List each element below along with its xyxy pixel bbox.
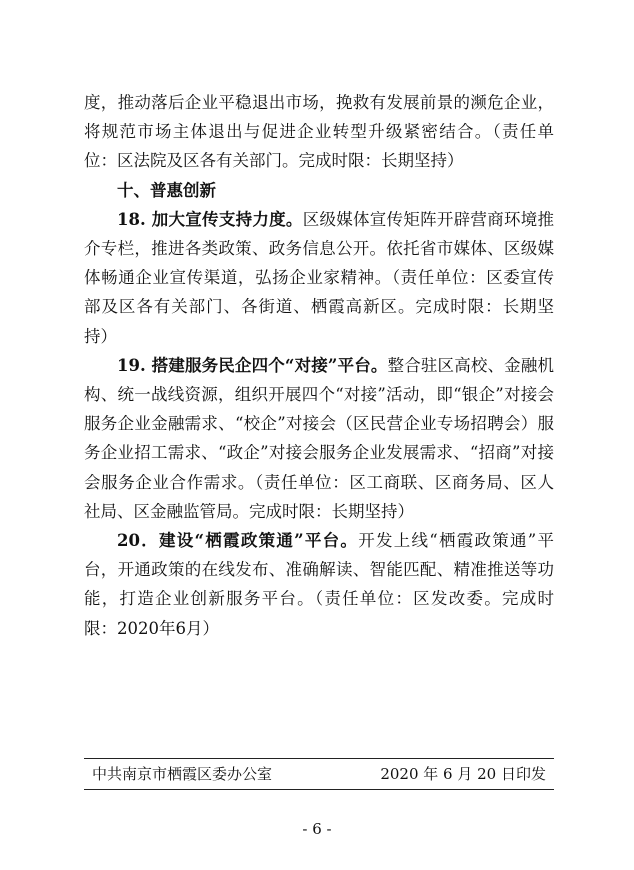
imprint-bottom-rule (84, 789, 554, 790)
item-19-lead: 19. 搭建服务民企四个“对接”平台。 (117, 355, 388, 375)
imprint-line (84, 759, 554, 789)
item-19-text: 整合驻区高校、金融机构、统一战线资源，组织开展四个“对接”活动，即“银企”对接会服务企业金融需求、“校企”对接会（区民营企业专场招聘会）服务企业招工需求、“政企”对接会服务企业发展需求、“招商”对接会服务企业合作需求。（责任单位：区工商联、区商务局、区人社局、区金融监管局。完成时限：长期坚持） (84, 355, 555, 521)
page-number: - 6 - (302, 820, 332, 838)
imprint-block (84, 758, 554, 790)
item-18 (84, 205, 554, 351)
section-heading: 十、普惠创新 (117, 180, 216, 200)
item-18-lead: 18. 加大宣传支持力度。 (117, 209, 303, 229)
print-date: 2020 年 6 月 20 日印发 (380, 765, 546, 783)
item-20-text: 开发上线“栖霞政策通”平台，开通政策的在线发布、准确解读、智能匹配、精准推送等功能，打造企业创新服务平台。（责任单位：区发改委。完成时限：2020年6月） (84, 531, 554, 638)
item-20-lead: 20．建设“栖霞政策通”平台。 (117, 531, 359, 551)
issuer-name: 中共南京市栖霞区委办公室 (92, 765, 273, 783)
body-text (84, 88, 554, 643)
paragraph-continued: 度，推动落后企业平稳退出市场，挽救有发展前景的濒危企业，将规范市场主体退出与促进企业转型升级紧密结合。（责任单位：区法院及区各有关部门。完成时限：长期坚持） (84, 93, 554, 171)
item-18-text: 区级媒体宣传矩阵开辟营商环境推介专栏，推进各类政策、政务信息公开。依托省市媒体、区级媒体畅通企业宣传渠道，弘扬企业家精神。（责任单位：区委宣传部及区各有关部门、各街道、栖霞高新区。完成时限：长期坚持） (84, 209, 555, 346)
item-20 (84, 526, 554, 643)
item-19 (84, 351, 554, 526)
